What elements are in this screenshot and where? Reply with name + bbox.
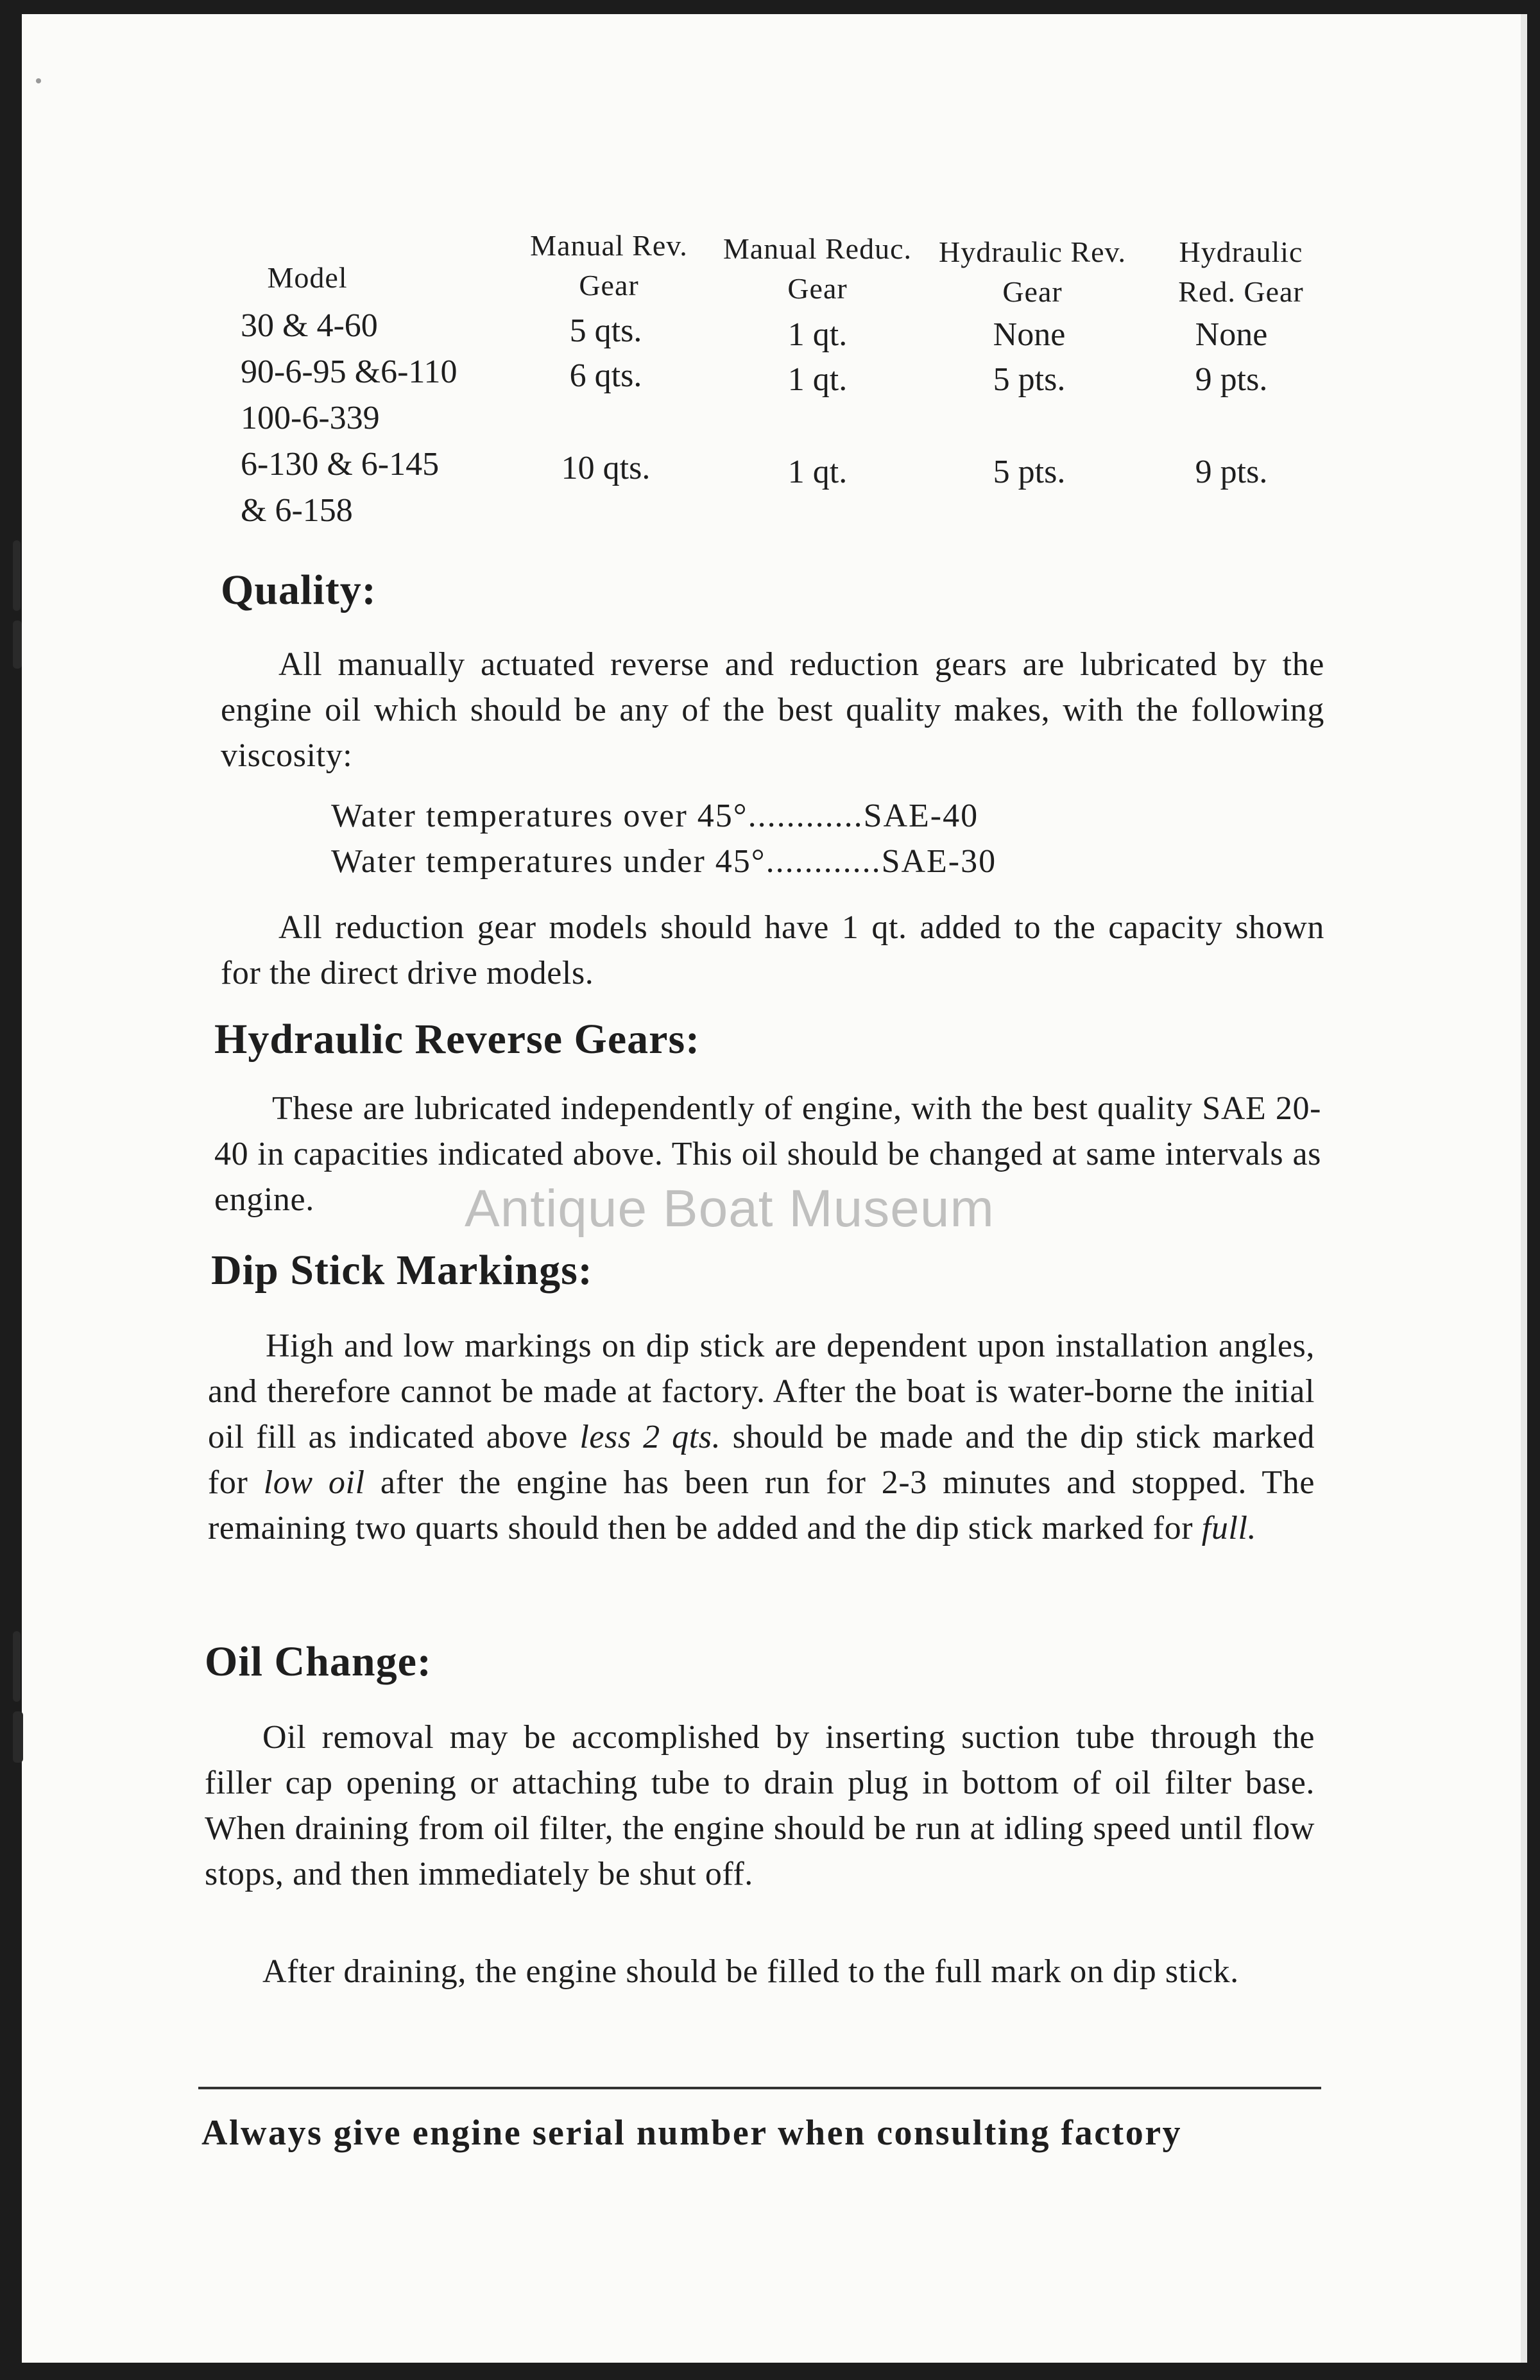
row-model: 6-130 & 6-145 — [241, 446, 440, 483]
header-manual-rev-line1: Manual Rev. — [530, 229, 688, 262]
dipstick-text: should be made and the dip stick marked for — [208, 1419, 1315, 1501]
dipstick-emphasis: low oil — [263, 1464, 365, 1501]
quality-paragraph: All manually actuated reverse and reduction gears are lubricated by the engine oil which should be any of the best quality makes, with the following viscosity: — [221, 646, 1324, 774]
watermark: Antique Boat Museum — [465, 1179, 995, 1238]
row-hyd-rev: None — [993, 316, 1066, 353]
dipstick-heading: Dip Stick Markings: — [211, 1247, 593, 1294]
row-manual-reduc: 1 qt. — [787, 361, 848, 398]
row-hyd-red: None — [1195, 316, 1268, 353]
header-hyd-rev — [923, 232, 1142, 312]
row-model: & 6-158 — [241, 492, 353, 529]
row-hyd-red: 9 pts. — [1195, 361, 1268, 398]
document-page — [22, 14, 1527, 2363]
quality-heading: Quality: — [221, 567, 377, 613]
viscosity-leader: ............ — [766, 843, 882, 880]
dipstick-emphasis: full. — [1201, 1510, 1257, 1546]
header-manual-reduc — [712, 229, 923, 309]
header-hyd-rev-line1: Hydraulic Rev. — [938, 235, 1127, 268]
viscosity-label: Water temperatures over 45° — [331, 798, 748, 834]
hydraulic-paragraph: These are lubricated independently of engine, with the best quality SAE 20-40 in capacities indicated above. This oil should be changed at same intervals as engine. — [214, 1090, 1321, 1218]
quality-reduction-note: All reduction gear models should have 1 qt. added to the capacity shown for the direct drive models. — [221, 909, 1324, 991]
row-model: 100-6-339 — [241, 400, 380, 436]
dipstick-text: after the engine has been run for 2-3 minutes and stopped. The remaining two quarts should then be added and the dip stick marked for — [208, 1464, 1315, 1546]
oil-change-heading: Oil Change: — [205, 1638, 432, 1685]
viscosity-row — [331, 843, 997, 880]
row-hyd-rev: 5 pts. — [993, 361, 1066, 398]
row-manual-rev: 5 qts. — [569, 312, 642, 349]
dipstick-text: High and low markings on dip stick are dependent upon installation angles, and therefore cannot be made at factory. After the boat is water-borne the initial oil fill as indicated above — [208, 1328, 1315, 1455]
dipstick-paragraph — [208, 1323, 1315, 1551]
oil-change-fill-note: After draining, the engine should be filled to the full mark on dip stick. — [262, 1953, 1239, 1990]
viscosity-label: Water temperatures under 45° — [331, 843, 766, 880]
header-model-label: Model — [267, 261, 348, 294]
header-manual-reduc-line1: Manual Reduc. — [723, 232, 912, 265]
header-manual-reduc-line2: Gear — [787, 272, 848, 305]
dipstick-emphasis: less 2 qts. — [579, 1419, 721, 1455]
header-model — [243, 258, 372, 298]
header-manual-rev — [516, 226, 702, 305]
header-hyd-red-line1: Hydraulic — [1179, 235, 1303, 268]
binding-mark — [13, 621, 22, 669]
row-hyd-rev: 5 pts. — [993, 454, 1066, 490]
header-manual-rev-line2: Gear — [579, 269, 639, 302]
header-hyd-red-line2: Red. Gear — [1178, 275, 1304, 308]
hydraulic-heading: Hydraulic Reverse Gears: — [214, 1016, 701, 1063]
viscosity-grade: SAE-30 — [881, 843, 997, 880]
row-model: 90-6-95 &6-110 — [241, 354, 458, 390]
viscosity-leader: ............ — [748, 798, 864, 834]
viscosity-row — [331, 797, 979, 835]
header-hyd-rev-line2: Gear — [1002, 275, 1063, 308]
oil-change-paragraph: Oil removal may be accomplished by inserting suction tube through the filler cap opening or attaching tube to drain plug in bottom of oil filter base. When draining from oil filter, the engine should be run at idling speed until flow stops, and then immediately be shut off. — [205, 1719, 1315, 1892]
viscosity-grade: SAE-40 — [863, 798, 979, 834]
row-hyd-red: 9 pts. — [1195, 454, 1268, 490]
binding-mark — [13, 1631, 21, 1702]
row-manual-reduc: 1 qt. — [787, 454, 848, 490]
row-model: 30 & 4-60 — [241, 307, 378, 344]
row-manual-reduc: 1 qt. — [787, 316, 848, 353]
binding-mark — [13, 540, 21, 611]
footer-note: Always give engine serial number when consulting factory — [201, 2113, 1183, 2153]
row-manual-rev: 6 qts. — [569, 357, 642, 394]
row-manual-rev: 10 qts. — [561, 450, 651, 486]
footer-rule — [198, 2087, 1321, 2089]
header-hyd-red — [1161, 232, 1321, 312]
